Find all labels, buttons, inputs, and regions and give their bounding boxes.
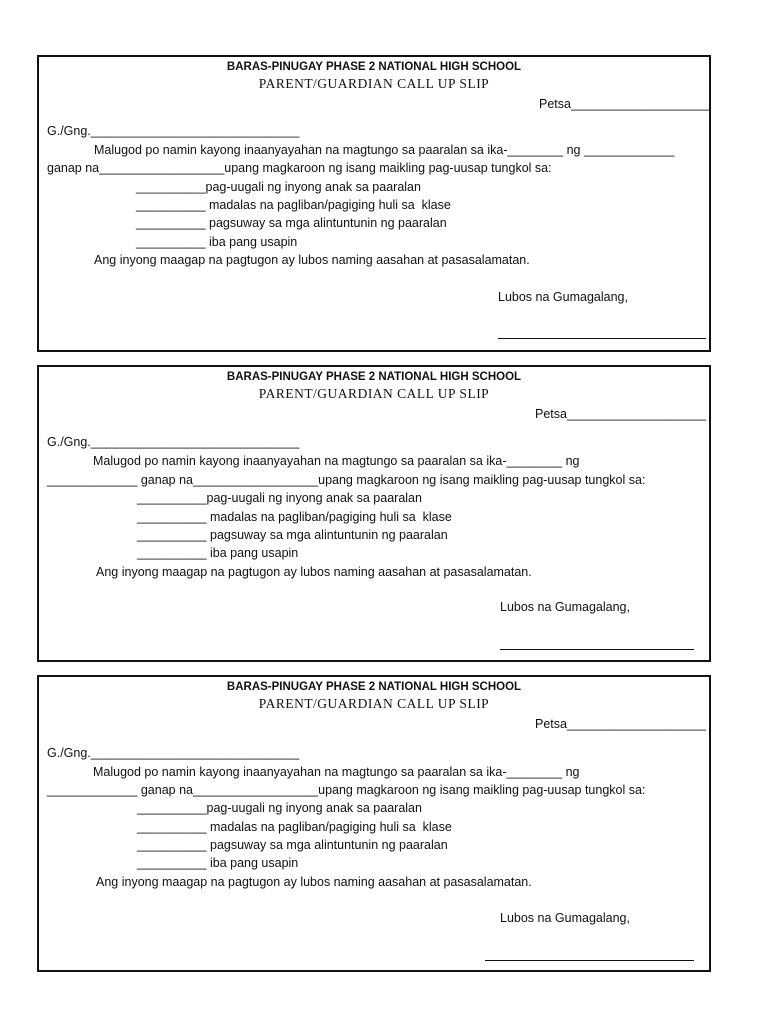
addressee-field[interactable]: G./Gng.______________________________ <box>47 435 300 449</box>
school-name: BARAS-PINUGAY PHASE 2 NATIONAL HIGH SCHOOL <box>226 371 522 383</box>
slip-title: PARENT/GUARDIAN CALL UP SLIP <box>258 696 490 711</box>
signature-line[interactable] <box>485 960 694 961</box>
body-line-2: _____________ ganap na__________________upang magkaroon ng isang maikling pag-uusap tungkol sa: <box>47 783 646 797</box>
addressee-field[interactable]: G./Gng.______________________________ <box>47 124 300 138</box>
slip-title: PARENT/GUARDIAN CALL UP SLIP <box>258 76 490 91</box>
school-name: BARAS-PINUGAY PHASE 2 NATIONAL HIGH SCHOOL <box>226 681 522 693</box>
body-line-2: ganap na__________________upang magkaroon ng isang maikling pag-uusap tungkol sa: <box>47 161 552 175</box>
option-other[interactable]: __________ iba pang usapin <box>137 856 299 870</box>
date-field[interactable]: Petsa____________________ <box>539 97 711 111</box>
option-rules[interactable]: __________ pagsuway sa mga alintuntunin ng paaralan <box>137 528 448 542</box>
option-behavior[interactable]: __________pag-uugali ng inyong anak sa paaralan <box>137 801 422 815</box>
option-absence[interactable]: __________ madalas na pagliban/pagiging huli sa klase <box>136 198 451 212</box>
body-line-1: Malugod po namin kayong inaanyayahan na magtungo sa paaralan sa ika-________ ng _____________ <box>94 143 675 157</box>
addressee-field[interactable]: G./Gng.______________________________ <box>47 746 300 760</box>
closing-text: Ang inyong maagap na pagtugon ay lubos naming aasahan at pasasalamatan. <box>94 253 530 267</box>
signoff-text: Lubos na Gumagalang, <box>500 911 630 925</box>
body-line-2: _____________ ganap na__________________upang magkaroon ng isang maikling pag-uusap tungkol sa: <box>47 473 646 487</box>
option-other[interactable]: __________ iba pang usapin <box>137 546 299 560</box>
option-behavior[interactable]: __________pag-uugali ng inyong anak sa paaralan <box>137 491 422 505</box>
option-absence[interactable]: __________ madalas na pagliban/pagiging huli sa klase <box>137 510 452 524</box>
call-up-slip <box>37 55 711 352</box>
option-other[interactable]: __________ iba pang usapin <box>136 235 298 249</box>
option-behavior[interactable]: __________pag-uugali ng inyong anak sa paaralan <box>136 180 421 194</box>
signoff-text: Lubos na Gumagalang, <box>500 600 630 614</box>
closing-text: Ang inyong maagap na pagtugon ay lubos naming aasahan at pasasalamatan. <box>96 565 532 579</box>
call-up-slip <box>37 365 711 662</box>
body-line-1: Malugod po namin kayong inaanyayahan na magtungo sa paaralan sa ika-________ ng <box>93 454 580 468</box>
signature-line[interactable] <box>498 338 706 339</box>
closing-text: Ang inyong maagap na pagtugon ay lubos naming aasahan at pasasalamatan. <box>96 875 532 889</box>
body-line-1: Malugod po namin kayong inaanyayahan na magtungo sa paaralan sa ika-________ ng <box>93 765 580 779</box>
option-rules[interactable]: __________ pagsuway sa mga alintuntunin ng paaralan <box>137 838 448 852</box>
signoff-text: Lubos na Gumagalang, <box>498 290 628 304</box>
school-name: BARAS-PINUGAY PHASE 2 NATIONAL HIGH SCHOOL <box>226 61 522 73</box>
date-field[interactable]: Petsa____________________ <box>535 717 707 731</box>
call-up-slip <box>37 675 711 972</box>
slip-title: PARENT/GUARDIAN CALL UP SLIP <box>258 386 490 401</box>
option-rules[interactable]: __________ pagsuway sa mga alintuntunin ng paaralan <box>136 216 447 230</box>
signature-line[interactable] <box>500 649 694 650</box>
option-absence[interactable]: __________ madalas na pagliban/pagiging huli sa klase <box>137 820 452 834</box>
date-field[interactable]: Petsa____________________ <box>535 407 707 421</box>
